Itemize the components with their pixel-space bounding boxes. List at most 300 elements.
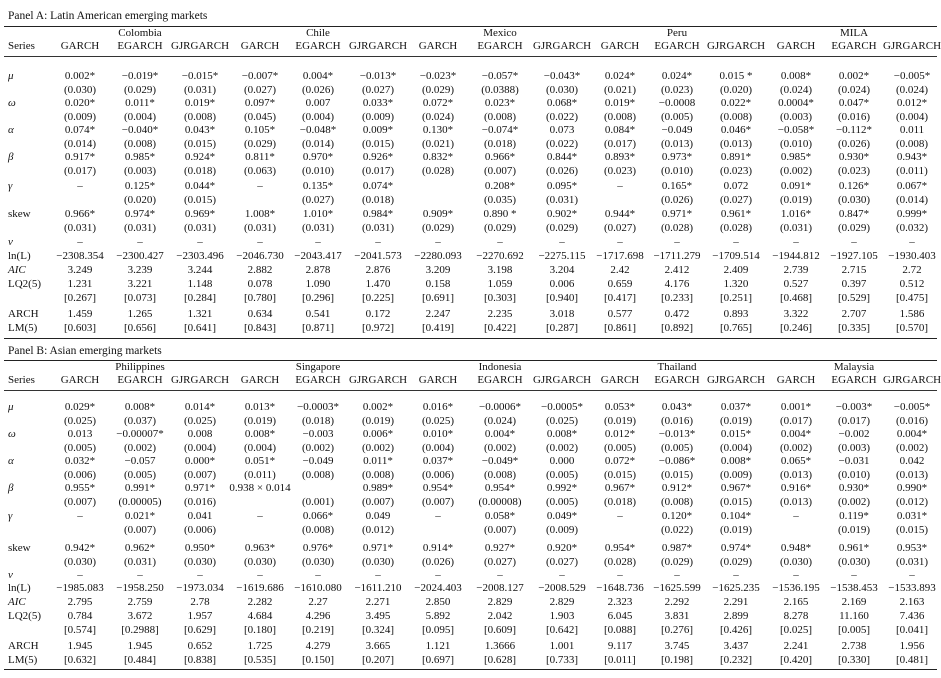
table-cell: 0.967* bbox=[604, 482, 636, 494]
table-cell: 0.019* bbox=[604, 97, 636, 109]
table-cell: 2.412 bbox=[664, 264, 690, 276]
table-cell: −2024.403 bbox=[414, 582, 462, 594]
table-cell: (0.007) bbox=[361, 496, 395, 508]
table-cell: 0.072 bbox=[723, 180, 749, 192]
table-cell: −1611.210 bbox=[354, 582, 402, 594]
table-cell: 2.27 bbox=[308, 596, 328, 608]
table-cell: 2.795 bbox=[67, 596, 93, 608]
table-cell: −0.007* bbox=[241, 70, 279, 82]
table-cell: 0.954* bbox=[604, 542, 636, 554]
table-cell: (0.008) bbox=[603, 111, 637, 123]
table-cell: 0.208* bbox=[484, 180, 516, 192]
table-cell: 0.044* bbox=[184, 180, 216, 192]
table-cell: [0.324] bbox=[361, 624, 395, 636]
table-cell: 0.811* bbox=[245, 151, 275, 163]
table-cell: 0.634 bbox=[247, 308, 273, 320]
table-cell: (0.045) bbox=[243, 111, 277, 123]
table-cell: [0.207] bbox=[361, 654, 395, 666]
table-cell: – bbox=[315, 569, 321, 581]
table-cell: 2.323 bbox=[607, 596, 633, 608]
table-cell: 0.078 bbox=[247, 278, 273, 290]
table-cell: 3.665 bbox=[365, 640, 391, 652]
model-header: EGARCH bbox=[477, 374, 523, 386]
table-cell: 2.829 bbox=[549, 596, 575, 608]
table-cell: 0.659 bbox=[607, 278, 633, 290]
table-cell: (0.019) bbox=[719, 415, 753, 427]
table-cell: 0.066* bbox=[302, 510, 334, 522]
model-header: GARCH bbox=[776, 374, 816, 386]
table-cell: −0.003* bbox=[835, 401, 873, 413]
table-cell: (0.014) bbox=[895, 194, 929, 206]
table-cell: −0.086* bbox=[658, 455, 696, 467]
table-cell: (0.010) bbox=[779, 138, 813, 150]
table-cell: (0.0388) bbox=[481, 84, 519, 96]
table-cell: 0.120* bbox=[661, 510, 693, 522]
table-cell: [0.871] bbox=[301, 322, 335, 334]
table-cell: −1610.080 bbox=[294, 582, 342, 594]
table-cell: 1.090 bbox=[305, 278, 331, 290]
country-header: Mexico bbox=[483, 27, 517, 39]
table-cell: −0.0008 bbox=[658, 97, 696, 109]
table-cell: 0.985* bbox=[780, 151, 812, 163]
table-cell: 0.043* bbox=[661, 401, 693, 413]
table-cell: 3.495 bbox=[365, 610, 391, 622]
table-cell: (0.016) bbox=[895, 415, 929, 427]
table-cell: (0.030) bbox=[243, 556, 277, 568]
table-cell: 0.971* bbox=[184, 482, 216, 494]
table-cell: 2.739 bbox=[783, 264, 809, 276]
table-cell: 0.577 bbox=[607, 308, 633, 320]
table-cell: −1944.812 bbox=[772, 250, 820, 262]
table-cell: (0.029) bbox=[421, 222, 455, 234]
table-cell: (0.019) bbox=[243, 415, 277, 427]
table-cell: 0.008* bbox=[244, 428, 276, 440]
table-cell: 0.926* bbox=[362, 151, 394, 163]
table-cell: 2.738 bbox=[841, 640, 867, 652]
table-cell: 0.971* bbox=[661, 208, 693, 220]
table-cell: 0.001* bbox=[780, 401, 812, 413]
table-cell: – bbox=[435, 510, 441, 522]
table-cell: (0.002) bbox=[483, 442, 517, 454]
table-cell: (0.015) bbox=[719, 496, 753, 508]
table-cell: 0.020* bbox=[64, 97, 96, 109]
table-cell: −0.057* bbox=[481, 70, 519, 82]
country-header: Indonesia bbox=[478, 361, 522, 373]
table-cell: [0.233] bbox=[660, 292, 694, 304]
table-cell: [0.419] bbox=[421, 322, 455, 334]
header-rule bbox=[4, 56, 937, 57]
table-cell: 3.831 bbox=[664, 610, 690, 622]
model-header: GJRGARCH bbox=[706, 374, 766, 386]
table-cell: 2.78 bbox=[190, 596, 210, 608]
table-cell: 1.148 bbox=[187, 278, 213, 290]
table-cell: – bbox=[617, 180, 623, 192]
table-cell: (0.019) bbox=[837, 524, 871, 536]
bottom-rule bbox=[4, 338, 937, 339]
table-cell: 0.002* bbox=[64, 70, 96, 82]
table-cell: 0.135* bbox=[302, 180, 334, 192]
table-cell: (0.027) bbox=[483, 556, 517, 568]
table-cell: 0.006* bbox=[362, 428, 394, 440]
table-cell: (0.004) bbox=[895, 111, 929, 123]
table-cell: (0.005) bbox=[545, 469, 579, 481]
table-cell: 1.957 bbox=[187, 610, 213, 622]
table-cell: (0.029) bbox=[243, 138, 277, 150]
table-cell: 0.074* bbox=[64, 124, 96, 136]
table-cell: −0.049 bbox=[302, 455, 334, 467]
table-cell: 0.119* bbox=[839, 510, 869, 522]
table-cell: (0.017) bbox=[63, 165, 97, 177]
table-cell: [0.656] bbox=[123, 322, 157, 334]
table-cell: 1.008* bbox=[244, 208, 276, 220]
table-cell: [0.632] bbox=[63, 654, 97, 666]
table-cell: 2.042 bbox=[487, 610, 513, 622]
table-cell: (0.030) bbox=[301, 556, 335, 568]
table-cell: 0.013* bbox=[244, 401, 276, 413]
table-cell: −1619.686 bbox=[236, 582, 284, 594]
table-cell: 4.176 bbox=[664, 278, 690, 290]
model-header: GARCH bbox=[240, 40, 280, 52]
table-cell: 0.004* bbox=[780, 428, 812, 440]
table-cell: 0.019* bbox=[184, 97, 216, 109]
table-cell: – bbox=[257, 569, 263, 581]
row-label: LQ2(5) bbox=[8, 278, 41, 290]
table-cell: (0.010) bbox=[660, 165, 694, 177]
table-cell: (0.030) bbox=[63, 84, 97, 96]
table-cell: 0.891* bbox=[720, 151, 752, 163]
table-cell: [0.287] bbox=[545, 322, 579, 334]
table-cell: 1.903 bbox=[549, 610, 575, 622]
table-cell: 0.991* bbox=[124, 482, 156, 494]
table-cell: −0.005* bbox=[893, 70, 931, 82]
table-cell: [0.011] bbox=[604, 654, 636, 666]
table-cell: 0.999* bbox=[896, 208, 928, 220]
table-cell: (0.00005) bbox=[118, 496, 162, 508]
row-label: AIC bbox=[8, 264, 26, 276]
table-cell: (0.011) bbox=[244, 469, 276, 481]
table-cell: – bbox=[197, 569, 203, 581]
table-cell: 0.043* bbox=[184, 124, 216, 136]
table-cell: (0.030) bbox=[779, 556, 813, 568]
table-cell: [0.691] bbox=[421, 292, 455, 304]
table-cell: 0.058* bbox=[484, 510, 516, 522]
table-cell: −1625.599 bbox=[653, 582, 701, 594]
table-cell: (0.027) bbox=[301, 194, 335, 206]
table-cell: [0.892] bbox=[660, 322, 694, 334]
table-cell: 0.963* bbox=[244, 542, 276, 554]
table-cell: 2.163 bbox=[899, 596, 925, 608]
row-label: ω bbox=[8, 97, 16, 109]
table-cell: – bbox=[559, 236, 565, 248]
table-cell: −2041.573 bbox=[354, 250, 402, 262]
model-header: GARCH bbox=[60, 40, 100, 52]
table-cell: 0.969* bbox=[184, 208, 216, 220]
table-cell: 0.909* bbox=[422, 208, 454, 220]
table-cell: (0.008) bbox=[719, 111, 753, 123]
table-cell: 0.125* bbox=[124, 180, 156, 192]
row-label: ω bbox=[8, 428, 16, 440]
table-cell: (0.024) bbox=[837, 84, 871, 96]
table-cell: 0.953* bbox=[896, 542, 928, 554]
table-cell: – bbox=[909, 569, 915, 581]
table-cell: [0.232] bbox=[719, 654, 753, 666]
table-cell: 0.008* bbox=[720, 455, 752, 467]
table-cell: 0.072* bbox=[422, 97, 454, 109]
table-cell: 0.008* bbox=[124, 401, 156, 413]
table-cell: 0.011* bbox=[125, 97, 155, 109]
table-cell: 0.967* bbox=[720, 482, 752, 494]
table-cell: −2008.529 bbox=[538, 582, 586, 594]
table-cell: −1709.514 bbox=[712, 250, 760, 262]
row-label: LM(5) bbox=[8, 654, 38, 666]
table-cell: (0.037) bbox=[123, 415, 157, 427]
table-cell: (0.025) bbox=[545, 415, 579, 427]
table-cell: 1.121 bbox=[425, 640, 451, 652]
table-cell: 0.961* bbox=[720, 208, 752, 220]
model-header: GARCH bbox=[600, 40, 640, 52]
table-cell: (0.013) bbox=[895, 469, 929, 481]
table-cell: 2.235 bbox=[487, 308, 513, 320]
model-header: GARCH bbox=[240, 374, 280, 386]
table-cell: [0.198] bbox=[660, 654, 694, 666]
table-cell: 0.912* bbox=[661, 482, 693, 494]
row-label: ARCH bbox=[8, 640, 39, 652]
table-cell: −1717.698 bbox=[596, 250, 644, 262]
table-cell: (0.002) bbox=[545, 442, 579, 454]
table-cell: 2.282 bbox=[247, 596, 273, 608]
row-label: μ bbox=[8, 70, 14, 82]
table-cell: 0.004* bbox=[484, 428, 516, 440]
table-cell: 0.985* bbox=[124, 151, 156, 163]
table-cell: (0.031) bbox=[123, 222, 157, 234]
table-cell: (0.025) bbox=[183, 415, 217, 427]
table-cell: [0.251] bbox=[719, 292, 753, 304]
table-cell: 3.244 bbox=[187, 264, 213, 276]
row-label: skew bbox=[8, 208, 31, 220]
table-cell: 0.976* bbox=[302, 542, 334, 554]
table-cell: 3.672 bbox=[127, 610, 153, 622]
table-cell: (0.013) bbox=[719, 138, 753, 150]
table-cell: 1.725 bbox=[247, 640, 273, 652]
table-cell: 0.966* bbox=[64, 208, 96, 220]
table-cell: −1533.893 bbox=[888, 582, 936, 594]
table-cell: (0.029) bbox=[421, 84, 455, 96]
table-cell: – bbox=[77, 569, 83, 581]
table-cell: 0.512 bbox=[899, 278, 925, 290]
table-cell: (0.028) bbox=[660, 222, 694, 234]
table-cell: 3.198 bbox=[487, 264, 513, 276]
table-cell: [0.765] bbox=[719, 322, 753, 334]
model-header: GJRGARCH bbox=[532, 374, 592, 386]
table-cell: (0.004) bbox=[123, 111, 157, 123]
table-cell: (0.013) bbox=[779, 469, 813, 481]
table-cell: (0.009) bbox=[361, 111, 395, 123]
table-cell: 0.944* bbox=[604, 208, 636, 220]
table-cell: 0.961* bbox=[838, 542, 870, 554]
row-label: LM(5) bbox=[8, 322, 38, 334]
table-cell: (0.030) bbox=[63, 556, 97, 568]
table-cell: (0.015) bbox=[895, 524, 929, 536]
table-cell: (0.005) bbox=[545, 496, 579, 508]
table-cell: 0.914* bbox=[422, 542, 454, 554]
table-cell: (0.027) bbox=[603, 222, 637, 234]
table-cell: (0.019) bbox=[361, 415, 395, 427]
table-cell: (0.014) bbox=[63, 138, 97, 150]
table-cell: (0.005) bbox=[123, 469, 157, 481]
table-cell: (0.008) bbox=[660, 496, 694, 508]
table-cell: 0.046* bbox=[720, 124, 752, 136]
table-cell: 1.320 bbox=[723, 278, 749, 290]
table-cell: 0.974* bbox=[124, 208, 156, 220]
row-label: v bbox=[8, 569, 13, 581]
table-cell: 0.966* bbox=[484, 151, 516, 163]
table-cell: 0.924* bbox=[184, 151, 216, 163]
table-cell: 0.016* bbox=[422, 401, 454, 413]
table-cell: (0.031) bbox=[243, 222, 277, 234]
table-cell: [0.330] bbox=[837, 654, 871, 666]
table-cell: −0.048* bbox=[299, 124, 337, 136]
row-label: ln(L) bbox=[8, 250, 31, 262]
table-cell: 2.876 bbox=[365, 264, 391, 276]
table-cell: 0.974* bbox=[720, 542, 752, 554]
model-header: GJRGARCH bbox=[170, 40, 230, 52]
table-cell: (0.011) bbox=[896, 165, 928, 177]
table-cell: (0.016) bbox=[837, 111, 871, 123]
table-cell: −0.049 bbox=[661, 124, 693, 136]
table-cell: (0.003) bbox=[123, 165, 157, 177]
table-cell: (0.008) bbox=[301, 469, 335, 481]
table-cell: – bbox=[909, 236, 915, 248]
table-cell: (0.031) bbox=[63, 222, 97, 234]
table-cell: (0.022) bbox=[545, 138, 579, 150]
row-label: LQ2(5) bbox=[8, 610, 41, 622]
table-cell: 0.014* bbox=[184, 401, 216, 413]
table-cell: (0.030) bbox=[837, 556, 871, 568]
table-cell: (0.004) bbox=[719, 442, 753, 454]
table-cell: 0.031* bbox=[896, 510, 928, 522]
table-cell: 2.72 bbox=[902, 264, 922, 276]
table-cell: (0.012) bbox=[895, 496, 929, 508]
table-cell: 2.759 bbox=[127, 596, 153, 608]
table-cell: −0.002 bbox=[838, 428, 870, 440]
table-cell: (0.00008) bbox=[478, 496, 522, 508]
table-cell: 1.945 bbox=[127, 640, 153, 652]
table-cell: – bbox=[435, 569, 441, 581]
table-cell: 0.023* bbox=[484, 97, 516, 109]
table-cell: 2.878 bbox=[305, 264, 331, 276]
table-cell: (0.029) bbox=[545, 222, 579, 234]
table-cell: 3.745 bbox=[664, 640, 690, 652]
table-cell: (0.008) bbox=[301, 524, 335, 536]
table-cell: – bbox=[315, 236, 321, 248]
model-header: GJRGARCH bbox=[706, 40, 766, 52]
table-cell: [0.246] bbox=[779, 322, 813, 334]
table-cell: 0.010* bbox=[422, 428, 454, 440]
model-header: GJRGARCH bbox=[348, 374, 408, 386]
table-cell: (0.018) bbox=[483, 138, 517, 150]
model-header: EGARCH bbox=[654, 374, 700, 386]
table-cell: (0.018) bbox=[183, 165, 217, 177]
table-cell: – bbox=[375, 236, 381, 248]
table-cell: (0.002) bbox=[779, 165, 813, 177]
table-cell: (0.031) bbox=[545, 194, 579, 206]
table-cell: 0.105* bbox=[244, 124, 276, 136]
row-label: α bbox=[8, 124, 14, 136]
table-cell: −0.074* bbox=[481, 124, 519, 136]
table-cell: (0.013) bbox=[660, 138, 694, 150]
table-cell: 0.172 bbox=[365, 308, 391, 320]
country-header: MILA bbox=[839, 27, 869, 39]
country-header: Chile bbox=[306, 27, 330, 39]
model-header: GJRGARCH bbox=[882, 40, 941, 52]
table-cell: (0.015) bbox=[361, 138, 395, 150]
row-label: β bbox=[8, 482, 14, 494]
table-cell: (0.026) bbox=[660, 194, 694, 206]
table-cell: 0.000* bbox=[184, 455, 216, 467]
table-cell: – bbox=[77, 510, 83, 522]
table-cell: – bbox=[793, 236, 799, 248]
table-cell: (0.009) bbox=[719, 469, 753, 481]
table-cell: −2046.730 bbox=[236, 250, 284, 262]
row-label: ARCH bbox=[8, 308, 39, 320]
table-cell: 3.221 bbox=[127, 278, 153, 290]
table-cell: 1.016* bbox=[780, 208, 812, 220]
table-cell: (0.018) bbox=[301, 415, 335, 427]
table-cell: −0.003 bbox=[302, 428, 334, 440]
table-cell: (0.016) bbox=[660, 415, 694, 427]
table-cell: −0.005* bbox=[893, 401, 931, 413]
table-cell: 0.074* bbox=[362, 180, 394, 192]
table-cell: −2300.427 bbox=[116, 250, 164, 262]
table-cell: −1985.083 bbox=[56, 582, 104, 594]
table-cell: – bbox=[497, 569, 503, 581]
table-cell: [0.570] bbox=[895, 322, 929, 334]
table-cell: (0.005) bbox=[63, 442, 97, 454]
row-label: γ bbox=[8, 510, 13, 522]
table-cell: 5.892 bbox=[425, 610, 451, 622]
table-cell: (0.022) bbox=[660, 524, 694, 536]
table-cell: −2008.127 bbox=[476, 582, 524, 594]
table-cell: 0.067* bbox=[896, 180, 928, 192]
row-label: α bbox=[8, 455, 14, 467]
table-cell: (0.017) bbox=[361, 165, 395, 177]
table-cell: 0.992* bbox=[546, 482, 578, 494]
table-cell: [0.335] bbox=[837, 322, 871, 334]
table-cell: (0.023) bbox=[660, 84, 694, 96]
table-cell: (0.026) bbox=[301, 84, 335, 96]
table-cell: – bbox=[137, 569, 143, 581]
table-cell: (0.031) bbox=[895, 556, 929, 568]
table-cell: 0.002* bbox=[362, 401, 394, 413]
table-cell: 0.942* bbox=[64, 542, 96, 554]
table-cell: 0.097* bbox=[244, 97, 276, 109]
table-cell: 3.239 bbox=[127, 264, 153, 276]
table-cell: 0.033* bbox=[362, 97, 394, 109]
table-cell: 0.158 bbox=[425, 278, 451, 290]
model-header: GARCH bbox=[600, 374, 640, 386]
table-cell: (0.031) bbox=[779, 222, 813, 234]
table-cell: 0.527 bbox=[783, 278, 809, 290]
table-cell: – bbox=[674, 236, 680, 248]
table-cell: −0.043* bbox=[543, 70, 581, 82]
series-header: Series bbox=[8, 40, 35, 52]
table-cell: 0.008 bbox=[187, 428, 213, 440]
table-cell: 2.247 bbox=[425, 308, 451, 320]
table-cell: (0.030) bbox=[545, 84, 579, 96]
table-cell: −0.049* bbox=[481, 455, 519, 467]
table-cell: 2.165 bbox=[783, 596, 809, 608]
table-cell: 2.715 bbox=[841, 264, 867, 276]
